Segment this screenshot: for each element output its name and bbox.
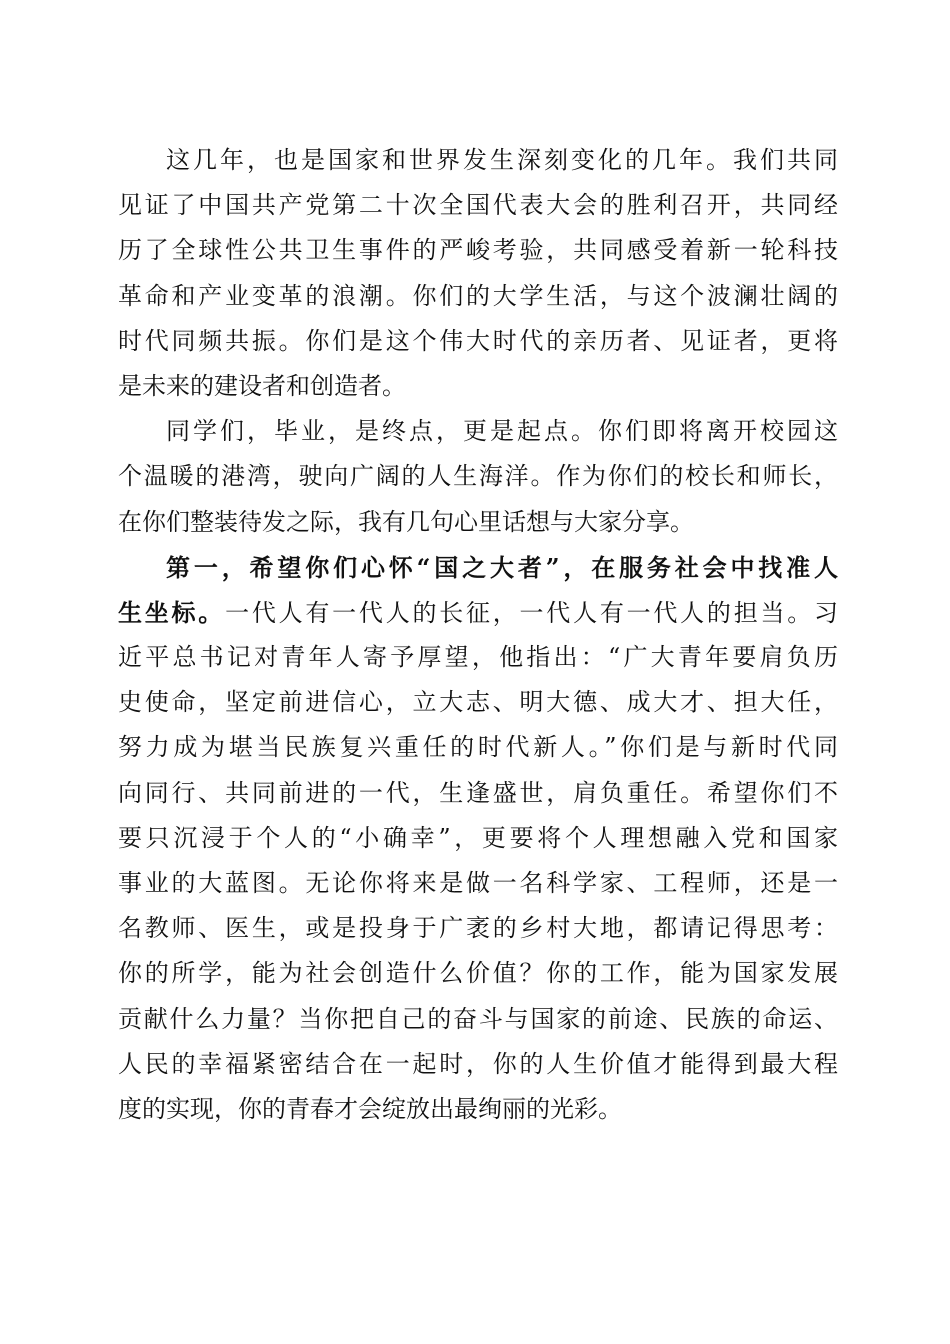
- text-line: 向同行、共同前进的一代，生逢盛世，肩负重任。希望你们不: [118, 778, 838, 807]
- text-line: 历了全球性公共卫生事件的严峻考验，共同感受着新一轮科技: [118, 236, 838, 265]
- text-line: 个温暖的港湾，驶向广阔的人生海洋。作为你们的校长和师长，: [118, 462, 838, 491]
- body-text: [118, 138, 838, 1132]
- text-line: 你的所学，能为社会创造什么价值？你的工作，能为国家发展: [118, 959, 838, 988]
- text-line: 是未来的建设者和创造者。: [118, 371, 406, 400]
- text-line: 革命和产业变革的浪潮。你们的大学生活，与这个波澜壮阔的: [118, 281, 838, 310]
- text-line: 要只沉浸于个人的“小确幸”，更要将个人理想融入党和国家: [118, 823, 838, 852]
- text-line: 近平总书记对青年人寄予厚望，他指出：“广大青年要肩负历: [118, 643, 838, 672]
- text-line: 努力成为堪当民族复兴重任的时代新人。”你们是与新时代同: [118, 733, 838, 762]
- text-line: 人民的幸福紧密结合在一起时，你的人生价值才能得到最大程: [118, 1049, 838, 1078]
- text-line: 同学们，毕业，是终点，更是起点。你们即将离开校园这: [166, 417, 838, 446]
- paragraph: [118, 409, 838, 545]
- text-line: 史使命，坚定前进信心，立大志、明大德、成大才、担大任，: [118, 688, 838, 717]
- text-line: 名教师、医生，或是投身于广袤的乡村大地，都请记得思考：: [118, 914, 838, 943]
- text-line: 在你们整装待发之际，我有几句心里话想与大家分享。: [118, 507, 694, 536]
- text-line: 事业的大蓝图。无论你将来是做一名科学家、工程师，还是一: [118, 869, 838, 897]
- bold-heading-line: 第一，希望你们心怀“国之大者”，在服务社会中找准人: [166, 552, 838, 582]
- text-line: 这几年，也是国家和世界发生深刻变化的几年。我们共同: [166, 146, 838, 174]
- bold-heading-end: 生坐标。: [118, 597, 226, 627]
- paragraph: [118, 545, 838, 1132]
- text-line: 时代同频共振。你们是这个伟大时代的亲历者、见证者，更将: [118, 326, 838, 355]
- text-line: 度的实现，你的青春才会绽放出最绚丽的光彩。: [118, 1094, 622, 1123]
- text-line: 见证了中国共产党第二十次全国代表大会的胜利召开，共同经: [118, 191, 838, 220]
- paragraph: [118, 138, 838, 409]
- text-line: 贡献什么力量？当你把自己的奋斗与国家的前途、民族的命运、: [118, 1004, 838, 1033]
- text-segment: 一代人有一代人的长征，一代人有一代人的担当。习: [225, 598, 838, 627]
- text-line: [118, 590, 838, 635]
